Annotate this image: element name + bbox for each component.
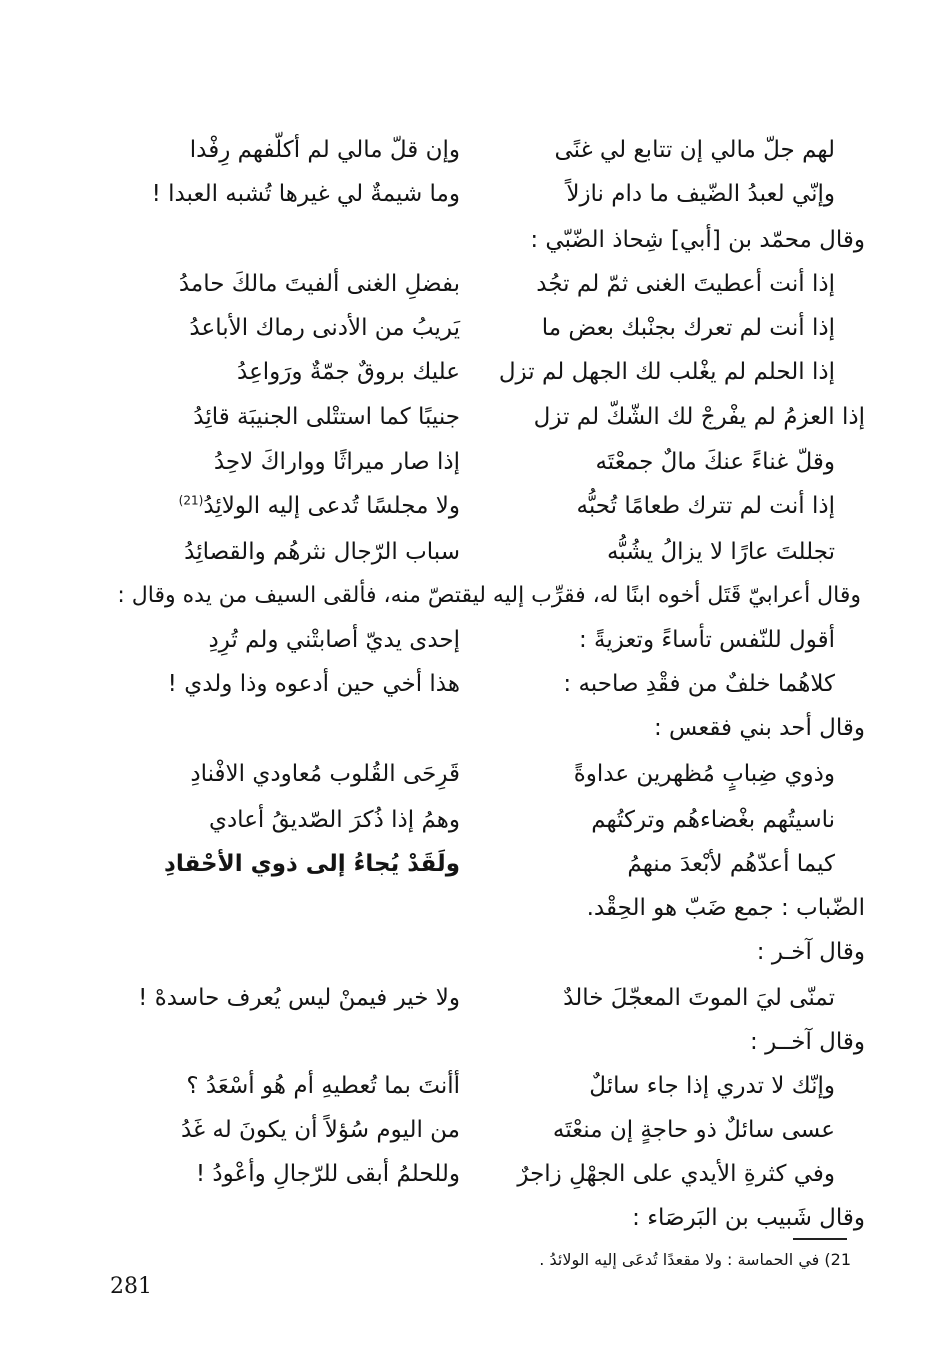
first-hemistich: لهم جلّ مالي إن تتابع لي غنًى bbox=[554, 137, 835, 163]
second-hemistich: هذا أخي حين أدعوه وذا ولدي ! bbox=[167, 671, 460, 697]
first-hemistich: إذا الحلم لم يغْلب لك الجهل لم تزل bbox=[498, 359, 835, 385]
verse-line bbox=[100, 350, 865, 394]
footnote-divider bbox=[793, 1238, 847, 1240]
second-hemistich: أأنتَ بما تُعطيهِ أم هُو أسْعَدُ ؟ bbox=[186, 1073, 460, 1099]
verse-line bbox=[100, 798, 865, 842]
first-hemistich: إذا أنت لم تعرك بجنْبك بعض ما bbox=[541, 315, 835, 341]
first-hemistich: إذا أنت لم تترك طعامًا تُحبُّه bbox=[576, 493, 835, 519]
poet-intro: وقال محمّد بن [أبي] شِحاذ الضّبّي : bbox=[530, 227, 865, 253]
second-hemistich: سباب الرّجال نثرهُم والقصائِدُ bbox=[184, 539, 460, 565]
first-hemistich: ناسيتُهم بغْضاءهُم وتركتُهم bbox=[591, 807, 835, 833]
poet-intro: وقال شَبيب بن البَرصَاء : bbox=[632, 1205, 865, 1231]
verse-line bbox=[100, 1108, 865, 1152]
verse-line bbox=[100, 306, 865, 350]
first-hemistich: إذا العزمُ لم يفْرجْ لك الشّكّ لم تزل bbox=[533, 404, 865, 430]
second-hemistich: بفضلِ الغنى ألفيتَ مالكَ حامدُ bbox=[178, 271, 460, 297]
second-hemistich: عليك بروقٌ جمّةٌ ورَواعِدُ bbox=[237, 359, 460, 385]
second-hemistich: وما شيمةٌ لي غيرها تُشبه العبدا ! bbox=[151, 181, 460, 207]
first-hemistich: إذا أنت أعطيتَ الغنى ثمّ لم تجُد bbox=[536, 271, 835, 297]
verse-line bbox=[100, 440, 865, 484]
first-hemistich: كلاهُما خلفٌ من فقْدِ صاحبه : bbox=[563, 671, 835, 697]
second-hemistich: وهمُ إذا ذُكرَ الصّديقُ أعادي bbox=[208, 807, 460, 833]
second-hemistich: ولا خير فيمنْ ليس يُعرف حاسدهْ ! bbox=[138, 985, 460, 1011]
poet-intro: وقال آخـر : bbox=[756, 939, 865, 965]
verse-line bbox=[100, 395, 865, 439]
first-hemistich: كيما أعدّهُم لأبْعدَ منهمُ bbox=[627, 851, 835, 877]
footnote: 21) في الحماسة : ولا مقعدًا تُدعَى إليه الولائدُ . bbox=[539, 1250, 851, 1269]
verse-line bbox=[100, 128, 865, 172]
verse-line bbox=[100, 484, 865, 528]
first-hemistich: وذوي ضِبابٍ مُظهرين عداوةً bbox=[573, 761, 835, 787]
second-hemistich: إحدى يديّ أصابتْني ولم تُرِدِ bbox=[208, 627, 460, 653]
first-hemistich: وإنّي لعبدُ الضّيف ما دام نازلاً bbox=[566, 181, 835, 207]
verse-line bbox=[100, 172, 865, 216]
second-hemistich: وللحلمُ أبقى للرّجالِ وأعْودُ ! bbox=[195, 1161, 460, 1187]
verse-line bbox=[100, 842, 865, 886]
gloss-note: الضّباب : جمع ضَبّ هو الحِقْد. bbox=[586, 895, 865, 921]
first-hemistich: وفي كثرةِ الأيدي على الجهْلِ زاجرٌ bbox=[517, 1161, 835, 1187]
verse-line bbox=[100, 618, 865, 662]
poet-intro: وقال أعرابيّ قَتَل أخوه ابنًا له، فقرِّب إليه ليقتصّ منه، فألقى السيف من يده وقال : bbox=[117, 583, 861, 608]
second-hemistich: قَرِحَى القُلوب مُعاودي الافْنادِ bbox=[190, 761, 460, 787]
footnote-ref: (21) bbox=[178, 493, 204, 508]
verse-line bbox=[100, 976, 865, 1020]
hemistich-text: ولا مجلسًا تُدعى إليه الولائِدُ bbox=[203, 493, 460, 519]
verse-line bbox=[100, 1064, 865, 1108]
second-hemistich: إذا صار ميراثًا وواراكَ لاحِدُ bbox=[213, 449, 460, 475]
first-hemistich: تمنّى ليَ الموتَ المعجّلَ خالدٌ bbox=[563, 985, 835, 1011]
second-hemistich: من اليوم سُؤلاً أن يكونَ له غَدُ bbox=[180, 1117, 460, 1143]
verse-line bbox=[100, 752, 865, 796]
first-hemistich: وقلّ غناءً عنكَ مالٌ جمعْتَه bbox=[595, 449, 835, 475]
second-hemistich: جنيبًا كما استتْلى الجنيبَة قائِدُ bbox=[193, 404, 460, 430]
first-hemistich: عسى سائلٌ ذو حاجةٍ إن منعْتَه bbox=[552, 1117, 835, 1143]
page-number: 281 bbox=[110, 1274, 152, 1299]
second-hemistich: ولَقَدْ يُجاءُ إلى ذوي الأحْقادِ bbox=[164, 851, 460, 877]
first-hemistich: وإنّك لا تدري إذا جاء سائلٌ bbox=[589, 1073, 835, 1099]
verse-line bbox=[100, 1152, 865, 1196]
first-hemistich: أقول للنّفس تأساءً وتعزيةً : bbox=[578, 627, 835, 653]
second-hemistich: يَريبُ من الأدنى رماك الأباعدُ bbox=[189, 315, 460, 341]
verse-line bbox=[100, 530, 865, 574]
verse-line bbox=[100, 262, 865, 306]
second-hemistich bbox=[100, 484, 460, 528]
verse-line bbox=[100, 662, 865, 706]
second-hemistich: وإن قلّ مالي لم أكلّفهم رِفْدا bbox=[189, 137, 460, 163]
poet-intro: وقال آخــر : bbox=[750, 1029, 865, 1055]
first-hemistich: تجللتَ عارًا لا يزالُ يشُبُّه bbox=[606, 539, 835, 565]
poet-intro: وقال أحد بني فقعس : bbox=[653, 715, 865, 741]
